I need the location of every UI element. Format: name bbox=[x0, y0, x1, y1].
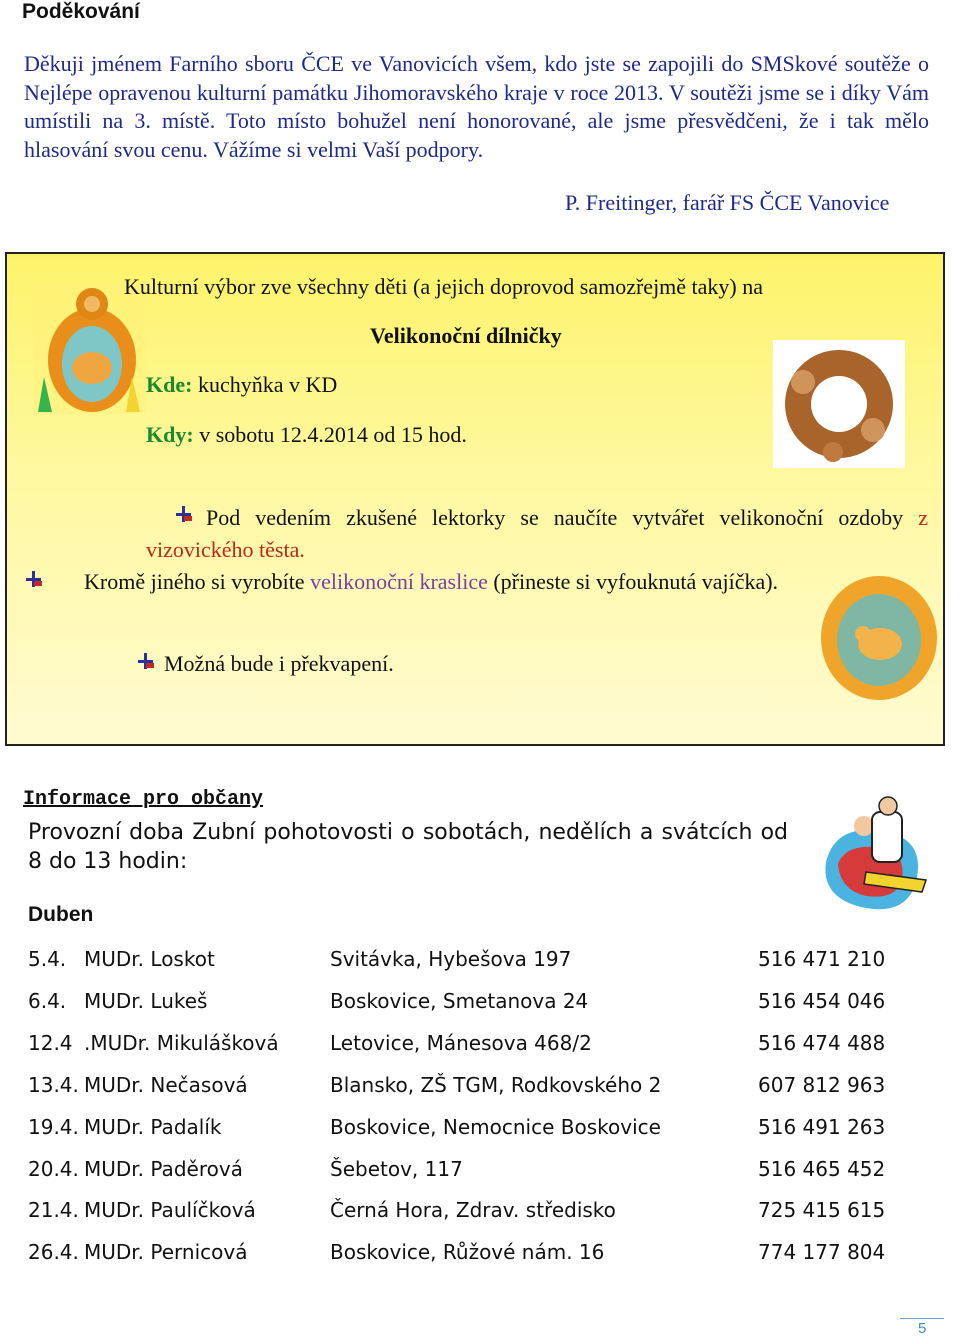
table-row bbox=[0, 1240, 960, 1280]
bullet-2-text: Kromě jiného si vyrobíte bbox=[84, 569, 311, 594]
table-row bbox=[0, 1198, 960, 1238]
row-address: Blansko, ZŠ TGM, Rodkovského 2 bbox=[330, 1073, 662, 1097]
row-phone: 516 474 488 bbox=[758, 1031, 886, 1055]
workshop-title: Velikonoční dílničky bbox=[370, 323, 562, 348]
row-date: 26.4. bbox=[28, 1240, 79, 1264]
thanks-paragraph: Děkuji jménem Farního sboru ČCE ve Vanovicích všem, kdo jste se zapojili do SMSkové soutěže o Nejlépe opravenou kulturní památku Jihomoravského kraje v roce 2013. V soutěži jsme se i díky Vám umístili na 3. místě. Toto místo bohužel není honorované, ale jsme přesvědčeni, že i tak mělo hlasování svou cenu. Vážíme si velmi Vaší podpory. bbox=[24, 51, 929, 162]
row-address: Boskovice, Růžové nám. 16 bbox=[330, 1240, 605, 1264]
bullet-1-text: Pod vedením zkušené lektorky se naučíte vytvářet velikonoční ozdoby bbox=[206, 505, 919, 530]
workshop-when bbox=[146, 422, 467, 448]
row-doctor: MUDr. Pernicová bbox=[84, 1240, 248, 1264]
row-doctor: MUDr. Paulíčková bbox=[84, 1198, 256, 1222]
workshop-intro: Kulturní výbor zve všechny děti (a jejich doprovod samozřejmě taky) na bbox=[124, 274, 764, 299]
pastry-wreath-image bbox=[773, 340, 905, 468]
easter-egg-lamb-image bbox=[818, 572, 940, 700]
row-phone: 725 415 615 bbox=[758, 1198, 886, 1222]
table-row bbox=[0, 1031, 960, 1071]
page-number: 5 bbox=[918, 1320, 927, 1337]
where-value: kuchyňka v KD bbox=[192, 372, 338, 397]
easter-egg-ornament-image bbox=[34, 282, 146, 414]
row-phone: 516 471 210 bbox=[758, 947, 886, 971]
row-date: 21.4. bbox=[28, 1198, 79, 1222]
section-title-thanks: Poděkování bbox=[22, 0, 140, 23]
where-label: Kde: bbox=[146, 372, 193, 397]
row-doctor: MUDr. Padalík bbox=[84, 1115, 222, 1139]
row-phone: 607 812 963 bbox=[758, 1073, 886, 1097]
row-doctor: MUDr. Loskot bbox=[84, 947, 215, 971]
dentist-clipart-image bbox=[806, 792, 948, 920]
workshop-bullet-3: Možná bude i překvapení. bbox=[164, 651, 394, 676]
row-date: 12.4 bbox=[28, 1031, 73, 1055]
row-address: Boskovice, Smetanova 24 bbox=[330, 989, 589, 1013]
row-address: Letovice, Mánesova 468/2 bbox=[330, 1031, 592, 1055]
row-date: 20.4. bbox=[28, 1157, 79, 1181]
row-phone: 516 491 263 bbox=[758, 1115, 886, 1139]
table-row bbox=[0, 1115, 960, 1155]
row-doctor: MUDr. Nečasová bbox=[84, 1073, 248, 1097]
row-phone: 516 465 452 bbox=[758, 1157, 886, 1181]
row-address: Svitávka, Hybešova 197 bbox=[330, 947, 572, 971]
month-heading: Duben bbox=[28, 903, 94, 926]
workshop-bullet-1 bbox=[146, 502, 928, 566]
bullet-plus-icon bbox=[136, 652, 154, 670]
row-date: 5.4. bbox=[28, 947, 67, 971]
table-row bbox=[0, 947, 960, 987]
row-phone: 516 454 046 bbox=[758, 989, 886, 1013]
row-address: Boskovice, Nemocnice Boskovice bbox=[330, 1115, 661, 1139]
thanks-signature: P. Freitinger, farář FS ČCE Vanovice bbox=[565, 190, 890, 215]
bullet-1-highlight: z vizovického těsta. bbox=[146, 505, 928, 562]
info-paragraph: Provozní doba Zubní pohotovosti o sobotách, nedělích a svátcích od 8 do 13 hodin: bbox=[28, 820, 788, 874]
workshop-bullet-2 bbox=[22, 566, 792, 598]
row-date: 19.4. bbox=[28, 1115, 79, 1139]
row-doctor: MUDr. Paděrová bbox=[84, 1157, 243, 1181]
table-row bbox=[0, 989, 960, 1029]
row-phone: 774 177 804 bbox=[758, 1240, 886, 1264]
bullet-2-highlight: velikonoční kraslice bbox=[310, 569, 488, 594]
row-address: Černá Hora, Zdrav. středisko bbox=[330, 1198, 616, 1222]
table-row bbox=[0, 1073, 960, 1113]
row-date: 6.4. bbox=[28, 989, 67, 1013]
row-address: Šebetov, 117 bbox=[330, 1157, 463, 1181]
row-doctor: .MUDr. Mikulášková bbox=[84, 1031, 279, 1055]
when-label: Kdy: bbox=[146, 422, 194, 447]
row-doctor: MUDr. Lukeš bbox=[84, 989, 208, 1013]
section-title-info: Informace pro občany bbox=[23, 788, 264, 811]
workshop-where bbox=[146, 372, 337, 398]
bullet-2-rest: (přineste si vyfouknutá vajíčka). bbox=[487, 569, 779, 594]
footer-divider bbox=[900, 1318, 944, 1319]
table-row bbox=[0, 1157, 960, 1197]
when-value: v sobotu 12.4.2014 od 15 hod. bbox=[193, 422, 467, 447]
row-date: 13.4. bbox=[28, 1073, 79, 1097]
